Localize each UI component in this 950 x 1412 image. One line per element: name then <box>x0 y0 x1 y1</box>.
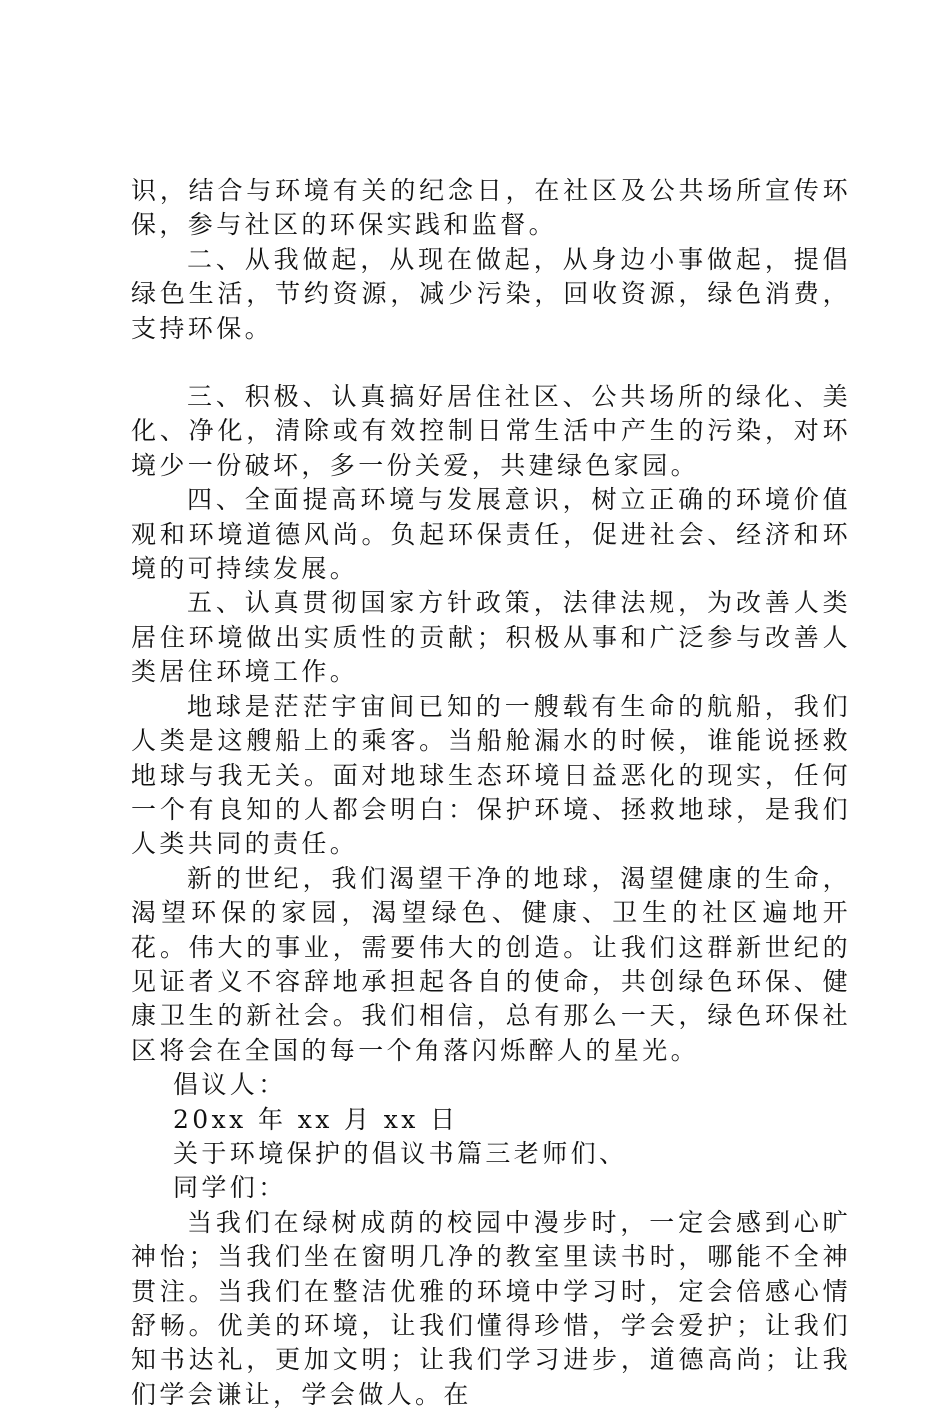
greeting-line: 同学们： <box>173 1173 287 1203</box>
date-line: 20xx 年 xx 月 xx 日 <box>173 1104 459 1134</box>
signature-line: 倡议人： <box>173 1070 287 1100</box>
paragraph-item-three: 三、积极、认真搞好居住社区、公共场所的绿化、美化、净化，清除或有效控制日常生活中产生的污染，对环境少一份破坏，多一份关爱，共建绿色家园。 <box>131 382 851 480</box>
section-heading: 关于环境保护的倡议书篇三老师们、 <box>173 1138 628 1168</box>
paragraph-item-two: 二、从我做起，从现在做起，从身边小事做起，提倡绿色生活，节约资源，减少污染，回收资源，绿色消费，支持环保。 <box>131 244 851 343</box>
paragraph-new-century: 新的世纪，我们渴望干净的地球，渴望健康的生命，渴望环保的家园，渴望绿色、健康、卫生的社区遍地开花。伟大的事业，需要伟大的创造。让我们这群新世纪的见证者义不容辞地承担起各自的使命，共创绿色环保、健康卫生的新社会。我们相信，总有那么一天，绿色环保社区将会在全国的每一个角落闪烁醉人的星光。 <box>131 863 851 1065</box>
paragraph-item-five: 五、认真贯彻国家方针政策，法律法规，为改善人类居住环境做出实质性的贡献；积极从事和广泛参与改善人类居住环境工作。 <box>131 588 851 687</box>
paragraph-campus: 当我们在绿树成荫的校园中漫步时，一定会感到心旷神怡；当我们坐在窗明几净的教室里读书时，哪能不全神贯注。当我们在整洁优雅的环境中学习时，定会倍感心情舒畅。优美的环境，让我们懂得珍惜，学会爱护；让我们知书达礼，更加文明；让我们学习进步，道德高尚；让我们学会谦让，学会做人。在 <box>131 1207 851 1409</box>
paragraph-earth: 地球是茫茫宇宙间已知的一艘载有生命的航船，我们人类是这艘船上的乘客。当船舱漏水的时候，谁能说拯救地球与我无关。面对地球生态环境日益恶化的现实，任何一个有良知的人都会明白：保护环境、拯救地球，是我们人类共同的责任。 <box>131 691 851 859</box>
document-body <box>131 174 851 1412</box>
paragraph-item-four: 四、全面提高环境与发展意识，树立正确的环境价值观和环境道德风尚。负起环保责任，促进社会、经济和环境的可持续发展。 <box>131 485 851 584</box>
paragraph-continuation: 识，结合与环境有关的纪念日，在社区及公共场所宣传环保，参与社区的环保实践和监督。 <box>131 176 851 240</box>
